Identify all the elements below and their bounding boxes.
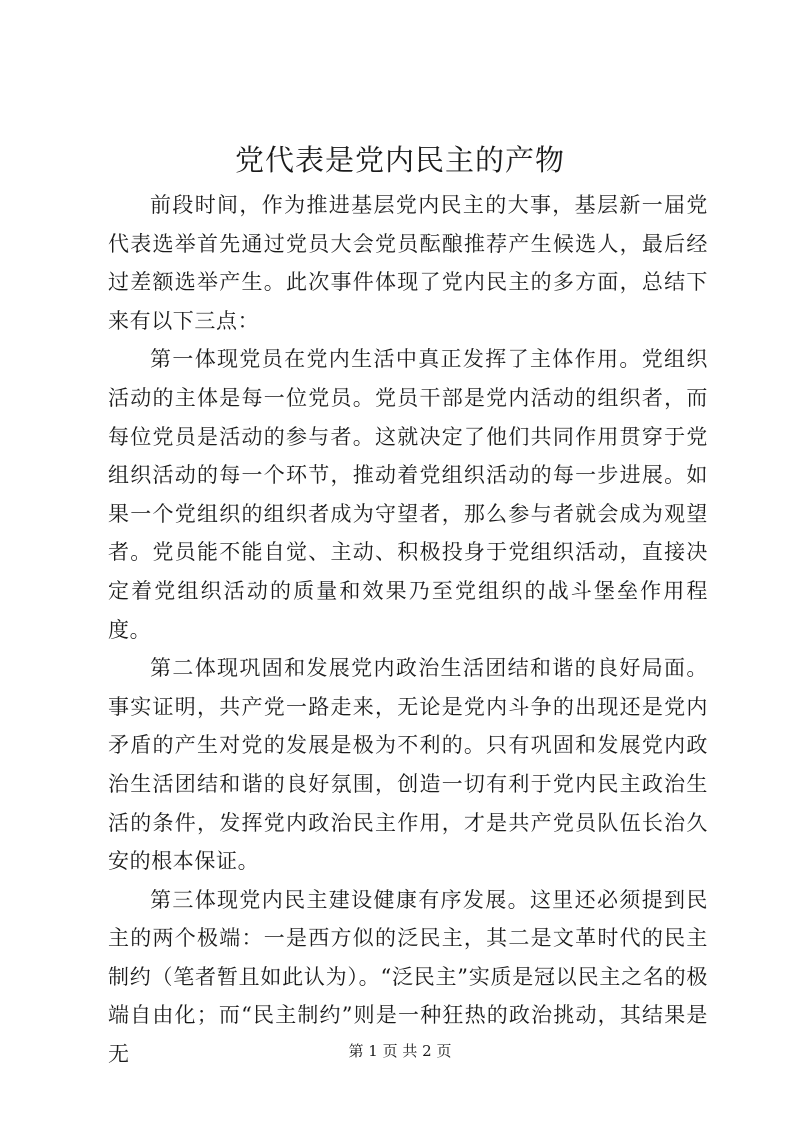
- document-body: [108, 186, 708, 1074]
- paragraph-intro: 前段时间，作为推进基层党内民主的大事，基层新一届党代表选举首先通过党员大会党员酝酿推荐产生候选人，最后经过差额选举产生。此次事件体现了党内民主的多方面，总结下来有以下三点：: [108, 193, 708, 333]
- paragraph-point-three: 第三体现党内民主建设健康有序发展。这里还必须提到民主的两个极端：一是西方似的泛民主，其二是文革时代的民主制约（笔者暂且如此认为）。“泛民主”实质是冠以民主之名的极端自由化；而“民主制约”则是一种狂热的政治挑动，其结果是无: [108, 887, 708, 1067]
- paragraph-point-two: 第二体现巩固和发展党内政治生活团结和谐的良好局面。事实证明，共产党一路走来，无论是党内斗争的出现还是党内矛盾的产生对党的发展是极为不利的。只有巩固和发展党内政治生活团结和谐的良好氛围，创造一切有利于党内民主政治生活的条件，发挥党内政治民主作用，才是共产党员队伍长治久安的根本保证。: [108, 656, 708, 874]
- document-title: 党代表是党内民主的产物: [234, 143, 565, 177]
- paragraph-point-one: 第一体现党员在党内生活中真正发挥了主体作用。党组织活动的主体是每一位党员。党员干部是党内活动的组织者，而每位党员是活动的参与者。这就决定了他们共同作用贯穿于党组织活动的每一个环节，推动着党组织活动的每一步进展。如果一个党组织的组织者成为守望者，那么参与者就会成为观望者。党员能不能自觉、主动、积极投身于党组织活动，直接决定着党组织活动的质量和效果乃至党组织的战斗堡垒作用程度。: [108, 347, 708, 642]
- page-footer: 第 1 页 共 2 页: [348, 1042, 452, 1060]
